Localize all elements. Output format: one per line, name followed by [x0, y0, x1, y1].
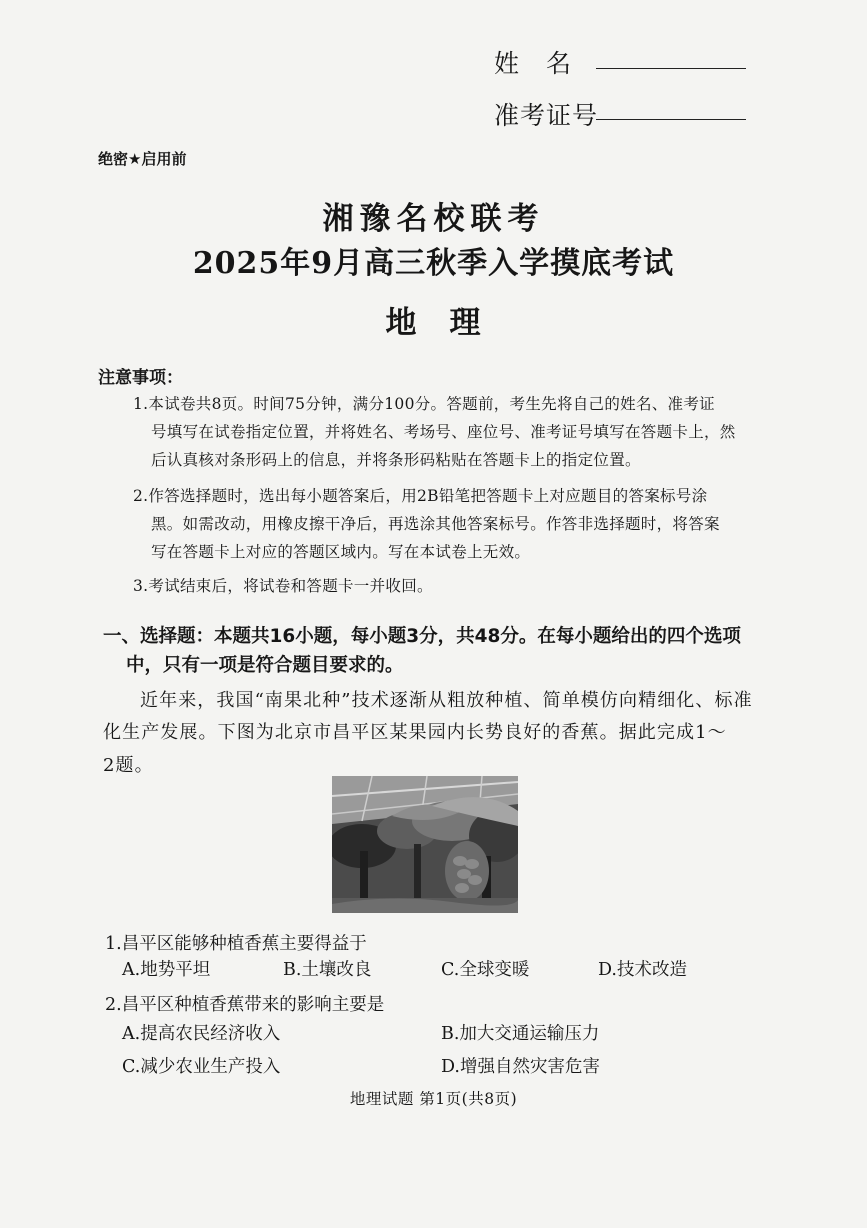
question-2-option-a[interactable]: A.提高农民经济收入: [122, 1024, 281, 1044]
question-1-option-d[interactable]: D.技术改造: [598, 960, 687, 980]
question-2-option-b[interactable]: B.加大交通运输压力: [441, 1024, 600, 1044]
exam-series-title: 湘豫名校联考: [322, 201, 545, 237]
question-1-stem: 1.昌平区能够种植香蕉主要得益于: [105, 934, 367, 954]
question-2-stem: 2.昌平区种植香蕉带来的影响主要是: [105, 995, 385, 1015]
question-2-option-c[interactable]: C.减少农业生产投入: [122, 1057, 281, 1077]
notice-line: 写在答题卡上对应的答题区域内。写在本试卷上无效。: [151, 543, 531, 561]
passage-line: 2题。: [103, 755, 154, 776]
name-label: 姓 名: [494, 49, 573, 78]
notice-line: 后认真核对条形码上的信息，并将条形码粘贴在答题卡上的指定位置。: [151, 451, 641, 469]
question-1-option-c[interactable]: C.全球变暖: [441, 960, 530, 980]
question-2-option-d[interactable]: D.增强自然灾害危害: [441, 1057, 600, 1077]
passage-line: 化生产发展。下图为北京市昌平区某果园内长势良好的香蕉。据此完成1～: [103, 722, 727, 743]
page-footer: 地理试题 第1页(共8页): [349, 1090, 518, 1108]
exam-id-blank-line: [596, 119, 746, 120]
name-blank-line: [596, 68, 746, 69]
question-1-option-a[interactable]: A.地势平坦: [122, 960, 211, 980]
passage-line: 近年来，我国“南果北种”技术逐渐从粗放种植、简单模仿向精细化、标准: [140, 690, 753, 711]
section-heading: 一、选择题：本题共16小题，每小题3分，共48分。在每小题给出的四个选项: [103, 626, 741, 647]
question-1-option-b[interactable]: B.土壤改良: [283, 960, 372, 980]
section-heading-cont: 中，只有一项是符合题目要求的。: [126, 655, 404, 676]
notice-line: 3.考试结束后，将试卷和答题卡一并收回。: [133, 577, 433, 595]
banana-greenhouse-photo: [332, 776, 518, 913]
notice-line: 黑。如需改动，用橡皮擦干净后，再选涂其他答案标号。作答非选择题时，将答案: [151, 515, 720, 533]
notice-line: 1.本试卷共8页。时间75分钟，满分100分。答题前，考生先将自己的姓名、准考证: [133, 395, 715, 413]
notice-line: 号填写在试卷指定位置，并将姓名、考场号、座位号、准考证号填写在答题卡上，然: [151, 423, 736, 441]
notice-line: 2.作答选择题时，选出每小题答案后，用2B铅笔把答题卡上对应题目的答案标号涂: [133, 487, 708, 505]
secret-mark: 绝密★启用前: [98, 150, 187, 168]
notice-heading: 注意事项：: [98, 368, 183, 388]
exam-title: 2025年9月高三秋季入学摸底考试: [192, 246, 675, 281]
exam-id-label: 准考证号: [494, 101, 599, 130]
subject-title: 地 理: [385, 305, 482, 341]
